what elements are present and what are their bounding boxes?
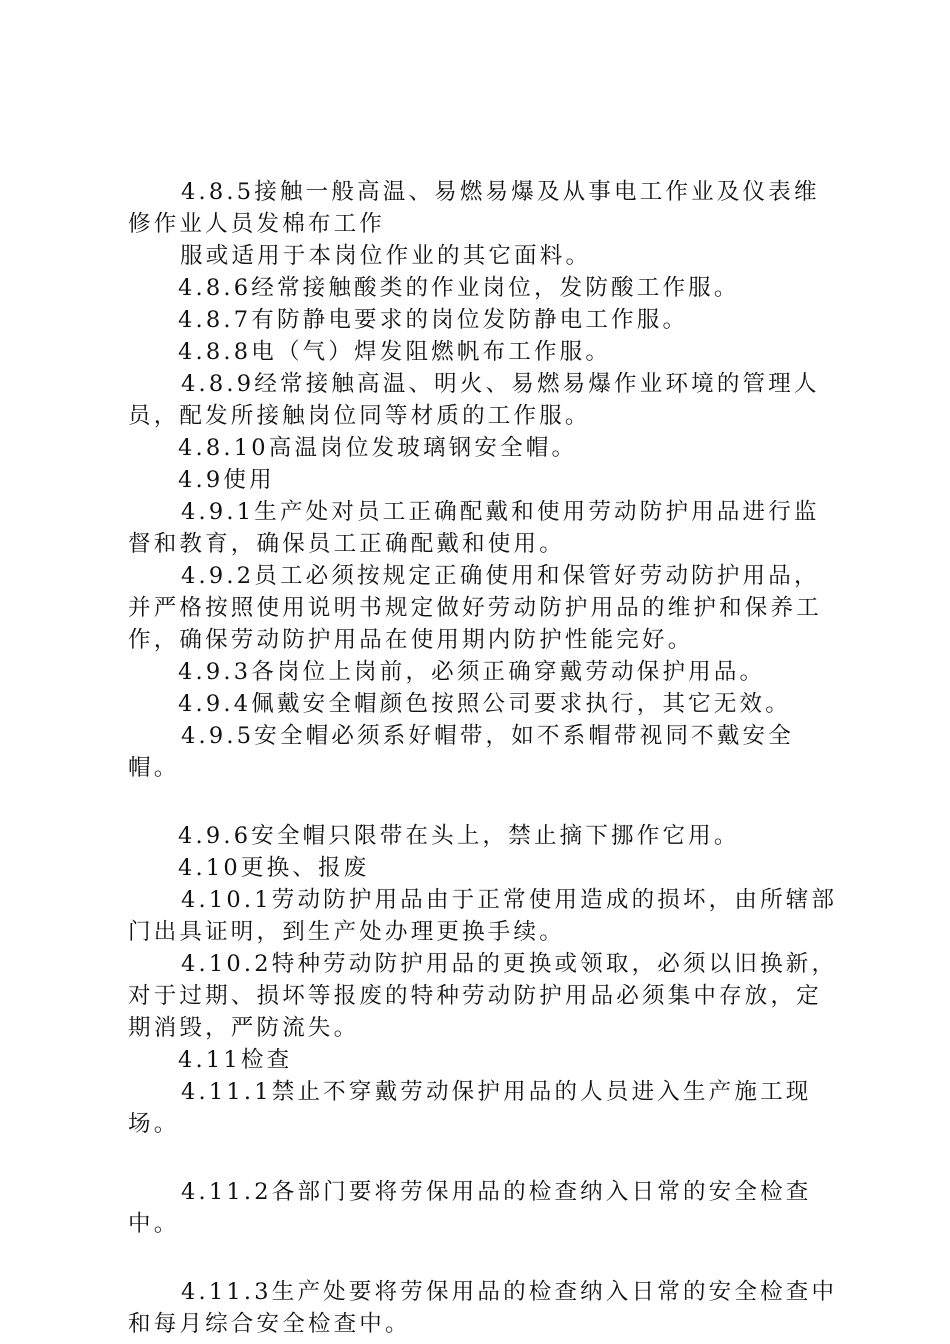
paragraph-gap	[128, 784, 838, 820]
paragraph-4-8-6: 4.8.6经常接触酸类的作业岗位，发防酸工作服。	[178, 275, 740, 301]
paragraph-4-8-8: 4.8.8电（气）焊发阻燃帆布工作服。	[178, 339, 612, 365]
paragraph-4-9-4: 4.9.4佩戴安全帽颜色按照公司要求执行，其它无效。	[178, 691, 791, 717]
paragraph-gap	[128, 1140, 838, 1176]
paragraph-4-9-1: 4.9.1生产处对员工正确配戴和使用劳动防护用品进行监督和教育，确保员工正确配戴和使用。	[128, 499, 820, 557]
paragraph-4-8-10: 4.8.10高温岗位发玻璃钢安全帽。	[178, 435, 578, 461]
paragraph-4-9-2: 4.9.2员工必须按规定正确使用和保管好劳动防护用品，并严格按照使用说明书规定做好劳动防护用品的维护和保养工作，确保劳动防护用品在使用期内防护性能完好。	[128, 563, 822, 653]
paragraph-4-8-9: 4.8.9经常接触高温、明火、易燃易爆作业环境的管理人员，配发所接触岗位同等材质的工作服。	[128, 371, 820, 429]
paragraph-gap	[128, 1240, 838, 1276]
paragraph-4-9-5: 4.9.5安全帽必须系好帽带，如不系帽带视同不戴安全帽。	[128, 723, 794, 781]
paragraph-4-11-1: 4.11.1禁止不穿戴劳动保护用品的人员进入生产施工现场。	[128, 1079, 812, 1137]
paragraph-4-11-3: 4.11.3生产处要将劳保用品的检查纳入日常的安全检查中和每月综合安全检查中。	[128, 1279, 838, 1337]
section-heading-4-11: 4.11检查	[178, 1047, 293, 1073]
paragraph-4-8-5-cont: 服或适用于本岗位作业的其它面料。	[180, 243, 592, 269]
paragraph-4-9-3: 4.9.3各岗位上岗前，必须正确穿戴劳动保护用品。	[178, 659, 766, 685]
paragraph-4-10-2: 4.10.2特种劳动防护用品的更换或领取，必须以旧换新，对于过期、损坏等报废的特种劳动防护用品必须集中存放，定期消毁，严防流失。	[128, 951, 838, 1041]
paragraph-4-8-5: 4.8.5接触一般高温、易燃易爆及从事电工作业及仪表维修作业人员发棉布工作	[128, 179, 820, 237]
section-heading-4-10: 4.10更换、报废	[178, 855, 370, 881]
paragraph-4-11-2: 4.11.2各部门要将劳保用品的检查纳入日常的安全检查中。	[128, 1179, 812, 1237]
document-body	[128, 176, 838, 1340]
paragraph-4-8-7: 4.8.7有防静电要求的岗位发防静电工作服。	[178, 307, 689, 333]
section-heading-4-9: 4.9使用	[178, 467, 275, 493]
paragraph-4-10-1: 4.10.1劳动防护用品由于正常使用造成的损坏，由所辖部门出具证明，到生产处办理更换手续。	[128, 887, 838, 945]
paragraph-4-9-6: 4.9.6安全帽只限带在头上，禁止摘下挪作它用。	[178, 823, 740, 849]
